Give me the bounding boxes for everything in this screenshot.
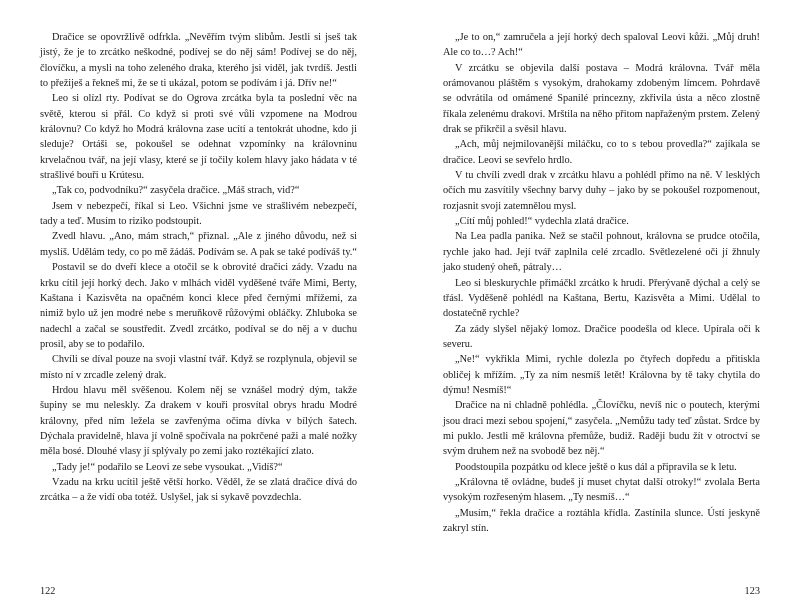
- page-number-left: 122: [40, 586, 56, 597]
- left-page: [40, 30, 357, 597]
- paragraph: Leo si olízl rty. Podívat se do Ogrova zrcátka byla ta poslední věc na světě, kterou si přál. Co když si proti své vůli vzpomene na Modrou královnu? Co když ho Modrá královna zase ucítí a tentokrát uhodne, kdo ji sleduje? Ortáši se, pokoušel se odehnat vzpomínky na královninu krvelačnou tvář, na její vlasy, které se jí točily kolem hlavy jako hádata v té strašlivé bouři u Krútesu.: [40, 93, 357, 182]
- left-page-text: [40, 30, 357, 506]
- paragraph: Dračice na ni chladně pohlédla. „Človíčku, nevíš nic o poutech, kterými jsou draci mezi sebou spojení,“ zasyčela. „Nemůžu tady teď zůstat. Srdce by mi puklo. Jestli mě královna přemůže, budiž. Raději budu žít v otroctví se svým druhem než na svobodě bez něj.“: [443, 400, 760, 458]
- page-number-right: 123: [744, 586, 760, 597]
- paragraph: „Ne!“ vykřikla Mimi, rychle dolezla po čtyřech dopředu a přitiskla obličej k mřížím. „Ty za ním nesmíš letět! Královna by tě taky chytila do dýmu! Nesmíš!“: [443, 354, 760, 396]
- paragraph: „Královna tě ovládne, budeš jí muset chytat další otroky!“ zvolala Berta vysokým rozřeseným hlasem. „Ty nesmíš…“: [443, 476, 760, 504]
- paragraph: Leo si bleskurychle přimáčkl zrcátko k hrudi. Přerývaně dýchal a celý se třásl. Vyděšeně pohlédl na Kaštana, Bertu, Kazisvěta a Mimi. Udělal to dostatečně rychle?: [443, 277, 760, 320]
- paragraph: Jsem v nebezpečí, říkal si Leo. Všichni jsme ve strašlivém nebezpečí, tady a teď. Musím to riziko podstoupit.: [40, 200, 357, 228]
- right-page: [443, 30, 760, 597]
- paragraph: Hrdou hlavu měl svěšenou. Kolem něj se vznášel modrý dým, takže šupiny se mu neleskly. Za drakem v kouři prosvítal obrys hradu Modré královny, před ním ležela se zavřenýma očima dívka v bílých šatech. Dýchala pravidelně, hlava jí volně spočívala na pokrčené paži a malé nožky měla bosé. Dlouhé vlasy jí splývaly po zemi jako roztékající zlato.: [40, 384, 357, 458]
- paragraph: Zvedl hlavu. „Ano, mám strach,“ přiznal. „Ale z jiného důvodu, než si myslíš. Udělám tedy, co po mě žádáš. Podívám se. A pak se také podíváš ty.“: [40, 231, 357, 258]
- right-page-text: [443, 30, 760, 536]
- paragraph: V zrcátku se objevila další postava – Modrá královna. Tvář měla orámovanou pláštěm s vysokým, drahokamy zdobeným límcem. Pohrdavě se odvrátila od omámené Spanilé princezny, zkřivila ústa a něco zlostně říkala zelenému drakovi. Mrštila na něho přitom napřaženým prstem. Zelený drak se přikrčil a svěsil hlavu.: [443, 62, 760, 136]
- paragraph: Poodstoupila pozpátku od klece ještě o kus dál a připravila se k letu.: [455, 461, 737, 473]
- paragraph: Postavil se do dveří klece a otočil se k obrovité dračici zády. Vzadu na krku cítil její horký dech. Jako v mlhách viděl vyděšené tváře Mimi, Berty, Kaštana i Kazisvěta na opačném konci klece před černými mřížemi, za nimiž bylo už jen modré nebe s meruňkově růžovými obláčky. Zhluboka se nadechl a začal se soustředit. Zvedl zrcátko, podíval se do něj a v duchu prosil, aby se to podařilo.: [40, 262, 357, 350]
- paragraph: „Je to on,“ zamručela a její horký dech spaloval Leovi kůži. „Můj druh! Ale co to…? Ach!“: [443, 32, 760, 59]
- paragraph: „Ach, můj nejmilovanější miláčku, co to s tebou provedla?“ zajíkala se dračice. Leovi se sevřelo hrdlo.: [443, 139, 760, 166]
- paragraph: Chvíli se díval pouze na svoji vlastní tvář. Když se rozplynula, objevil se místo ní v zrcadle zelený drak.: [40, 354, 357, 381]
- paragraph: Za zády slyšel nějaký lomoz. Dračice poodešla od klece. Upírala oči k severu.: [443, 323, 760, 350]
- paragraph: „Tady je!“ podařilo se Leovi ze sebe vysoukat. „Vidíš?“: [52, 461, 283, 473]
- paragraph: „Musím,“ řekla dračice a roztáhla křídla. Zastínila slunce. Ústí jeskyně zakryl stín.: [443, 507, 760, 534]
- paragraph: Na Lea padla panika. Než se stačil pohnout, královna se prudce otočila, rychle jako had. Její tvář zaplnila celé zrcadlo. Světlezelené oči jí žhnuly jako studený oheň, pátraly…: [443, 231, 760, 274]
- paragraph: „Cítí můj pohled!“ vydechla zlatá dračice.: [455, 216, 629, 228]
- paragraph: „Tak co, podvodníku?“ zasyčela dračice. „Máš strach, vid?“: [52, 185, 300, 197]
- paragraph: Dračice se opovržlivě odfrkla. „Nevěřím tvým slibům. Jestli si jseš tak jistý, že je to zrcátko neškodné, podívej se do něj sám! Podívej se do něj, človíčku, a mysli na toho zeleného draka, kterého jsi viděl, jak tvrdíš. Jestli to přežiješ a řekneš mi, že se ti ukázal, potom se podívám i já. Dřív ne!“: [40, 32, 357, 90]
- paragraph: Vzadu na krku ucítil ještě větší horko. Věděl, že se zlatá dračice dívá do zrcátka – a že vidí oba totéž. Uslyšel, jak si sykavě povzdechla.: [40, 476, 357, 504]
- paragraph: V tu chvíli zvedl drak v zrcátku hlavu a pohlédl přímo na ně. V lesklých očích mu zasvítily všechny barvy duhy – jako by se pokoušel rozpomenout, rozjasnit svoji zatemnělou mysl.: [443, 170, 760, 212]
